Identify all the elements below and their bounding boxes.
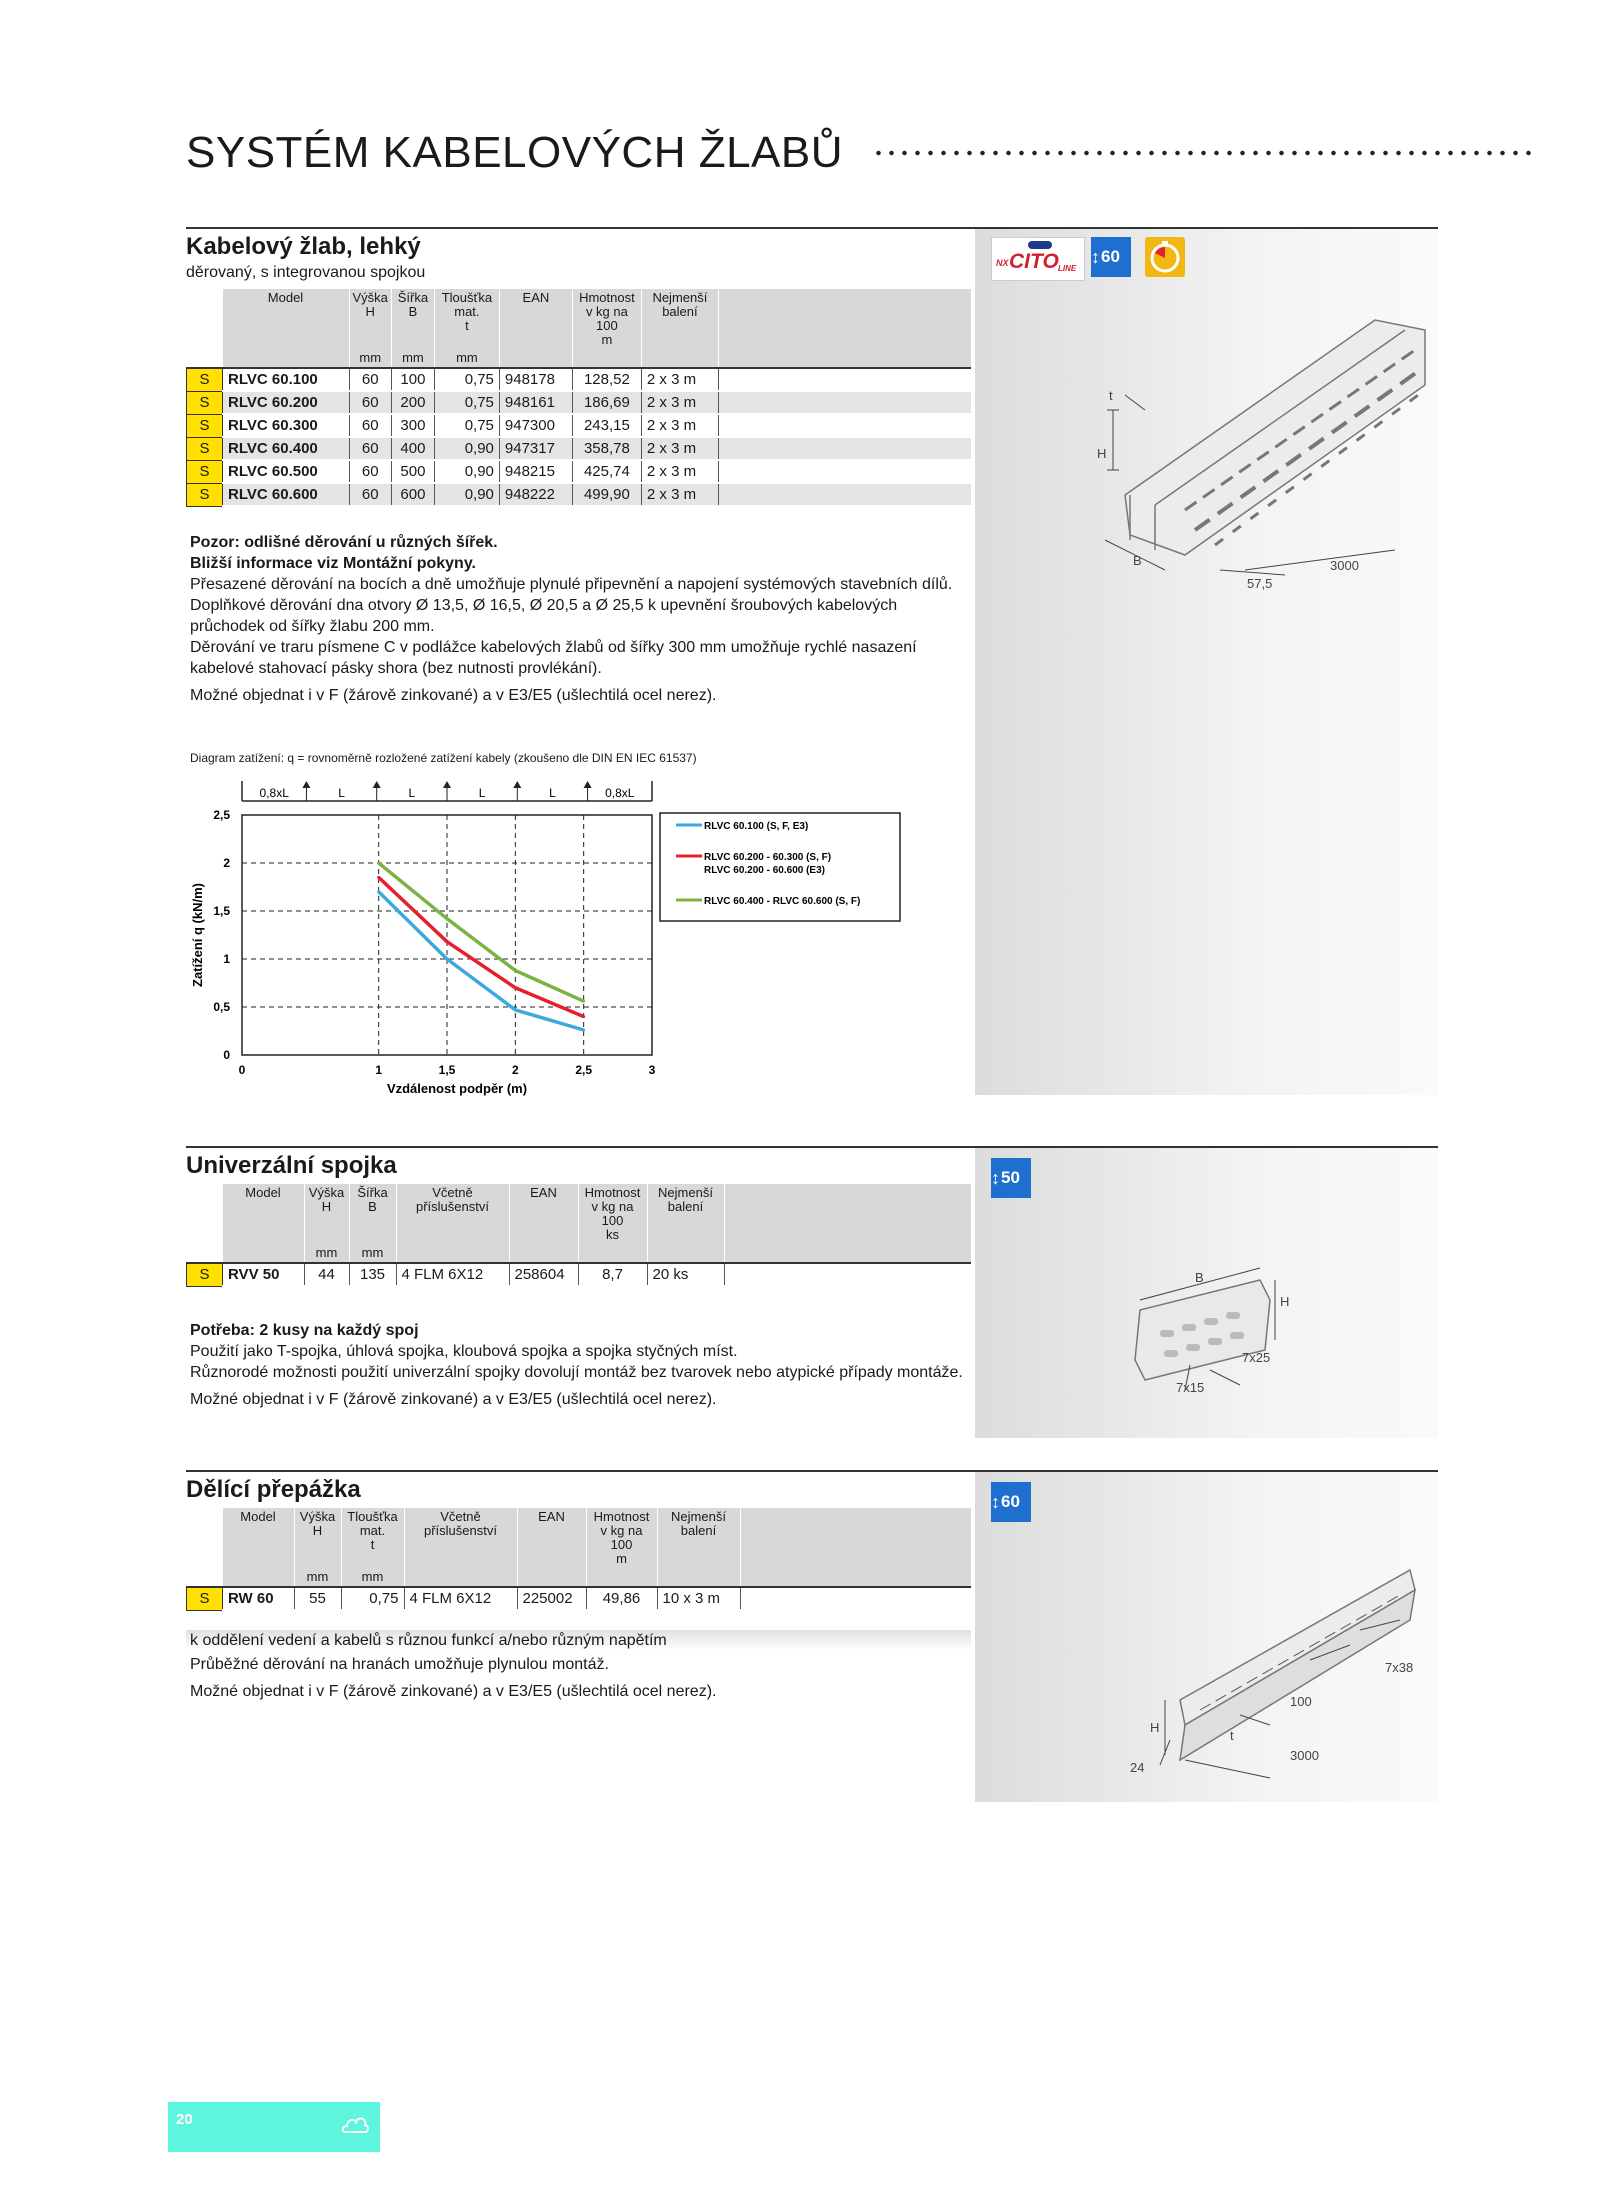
height-arrow-icon: ↕ bbox=[991, 1491, 1000, 1512]
legend-label: RLVC 60.200 - 60.600 (E3) bbox=[704, 865, 825, 876]
height-badge: ↕ 50 bbox=[991, 1158, 1031, 1198]
support-span-label: 0,8xL bbox=[259, 786, 289, 800]
svg-text:H: H bbox=[1150, 1720, 1160, 1735]
support-arrowhead bbox=[373, 781, 381, 788]
support-span-label: L bbox=[338, 786, 345, 800]
table-row: S RLVC 60.300 60 300 0,75 947300 243,15 2 x 3 m bbox=[187, 414, 972, 437]
svg-text:B: B bbox=[1195, 1270, 1204, 1285]
section-notes bbox=[190, 1630, 970, 1702]
col-packaging: Nejmenší balení bbox=[641, 289, 718, 349]
col-thickness: Tloušťka mat. t bbox=[434, 289, 499, 349]
col-width: Šířka B bbox=[391, 289, 434, 349]
table-row: S RLVC 60.500 60 500 0,90 948215 425,74 2 x 3 m bbox=[187, 460, 972, 483]
section-notes bbox=[190, 1320, 970, 1410]
y-tick-label: 0 bbox=[223, 1048, 230, 1062]
description-paragraph: Přesazené děrování na bocích a dně umožňuje plynulé připevnění a napojení systémových stavebních dílů. bbox=[190, 576, 953, 593]
support-span-label: L bbox=[549, 786, 556, 800]
support-span-label: 0,8xL bbox=[605, 786, 635, 800]
y-tick-label: 1,5 bbox=[213, 904, 230, 918]
universal-connector-drawing bbox=[1120, 1240, 1320, 1410]
support-arrowhead bbox=[443, 781, 451, 788]
load-chart bbox=[186, 773, 906, 1113]
page-number: 20 bbox=[176, 2111, 193, 2128]
x-tick-label: 2 bbox=[511, 1063, 519, 1077]
col-weight: Hmotnost v kg na 100 m bbox=[572, 289, 641, 349]
section-notes bbox=[190, 532, 970, 706]
height-arrow-icon: ↕ bbox=[991, 1167, 1000, 1188]
title-dot-leader bbox=[872, 150, 1537, 156]
requirement-note: Potřeba: 2 kusy na každý spoj bbox=[190, 1322, 419, 1339]
x-tick-label: 2,5 bbox=[575, 1063, 593, 1077]
support-arrowhead bbox=[584, 781, 592, 788]
x-tick-label: 3 bbox=[648, 1063, 656, 1077]
svg-text:t: t bbox=[1109, 388, 1113, 403]
description-paragraph: Různorodé možnosti použití univerzální spojky dovolují montáž bez tvarovek nebo atypické případy montáže. bbox=[190, 1364, 963, 1381]
svg-text:7x38: 7x38 bbox=[1385, 1660, 1414, 1675]
svg-text:3000: 3000 bbox=[1330, 558, 1359, 573]
svg-text:100: 100 bbox=[1290, 1694, 1312, 1709]
y-axis-label: Zatížení q (kN/m) bbox=[190, 882, 205, 988]
data-point bbox=[582, 1015, 585, 1018]
height-arrow-icon: ↕ bbox=[1091, 246, 1100, 267]
divider-plate-drawing bbox=[1110, 1560, 1430, 1800]
y-tick-label: 2 bbox=[223, 856, 230, 870]
description-paragraph: k oddělení vedení a kabelů s různou funkcí a/nebo různým napětím bbox=[190, 1632, 667, 1649]
description-paragraph: Použití jako T-spojka, úhlová spojka, kloubová spojka a spojka styčných míst. bbox=[190, 1343, 738, 1360]
table-row: S RVV 50 44 135 4 FLM 6X12 258604 8,7 20 ks bbox=[187, 1263, 972, 1286]
quick-install-icon bbox=[1145, 237, 1185, 277]
brand-cloud-icon bbox=[340, 2112, 370, 2140]
support-arrowhead bbox=[513, 781, 521, 788]
cito-line-logo: NX CITO LINE bbox=[991, 237, 1085, 281]
svg-text:H: H bbox=[1097, 446, 1107, 461]
table-row: S RLVC 60.100 60 100 0,75 948178 128,52 2 x 3 m bbox=[187, 368, 972, 391]
col-height: Výška H bbox=[349, 289, 391, 349]
order-note: Možné objednat i v F (žárově zinkované) a v E3/E5 (ušlechtilá ocel nerez). bbox=[190, 687, 717, 704]
data-point bbox=[582, 1000, 585, 1003]
table-row: S RLVC 60.600 60 600 0,90 948222 499,90 2 x 3 m bbox=[187, 483, 972, 506]
legend-label: RLVC 60.100 (S, F, E3) bbox=[704, 821, 809, 832]
support-span-label: L bbox=[478, 786, 486, 800]
data-point bbox=[377, 890, 380, 893]
x-tick-label: 0 bbox=[238, 1063, 246, 1077]
legend-label: RLVC 60.200 - 60.300 (S, F) bbox=[704, 852, 832, 863]
stopwatch-icon bbox=[1145, 237, 1185, 277]
product-table: Model Výška H Tloušťka mat. t Včetně příslušenství EAN Hmotnost v kg na 100 m Nejmenší balení mm mm S RW 60 55 0,75 4 FLM 6X12 225002 49,86 10 x 3 m bbox=[186, 1508, 971, 1611]
product-table: Model Výška H Šířka B Tloušťka mat. t EAN Hmotnost v kg na 100 m Nejmenší balení mm mm mm S RLVC 60.100 60 100 0,75 948178 128,52 2 x 3 m S RLVC 60.200 60 200 0,75 948161 186,69 2 x 3 m S RLVC 60.300 60 300 0,75 947300 243,15 2 x 3 m S RLVC 60.400 60 400 0,90 947317 358,78 2 x 3 m S RLVC 60.500 60 500 0,90 948215 425,74 2 x 3 m S RLVC 60.600 60 600 0,90 948222 499,90 2 x 3 m bbox=[186, 289, 971, 507]
order-note: Možné objednat i v F (žárově zinkované) a v E3/E5 (ušlechtilá ocel nerez). bbox=[190, 1391, 717, 1408]
svg-text:3000: 3000 bbox=[1290, 1748, 1319, 1763]
page-footer bbox=[168, 2102, 380, 2152]
description-paragraph: Děrování ve traru písmene C v podlážce kabelových žlabů od šířky 300 mm umožňuje rychlé nasazení kabelové stahovací pásky shora (bez nutnosti provlékání). bbox=[190, 639, 917, 677]
order-note: Možné objednat i v F (žárově zinkované) a v E3/E5 (ušlechtilá ocel nerez). bbox=[190, 1683, 717, 1700]
svg-text:57,5: 57,5 bbox=[1247, 576, 1273, 591]
data-point bbox=[514, 986, 517, 989]
col-ean: EAN bbox=[499, 289, 572, 349]
description-paragraph: Doplňkové děrování dna otvory Ø 13,5, Ø 16,5, Ø 20,5 a Ø 25,5 k upevnění šroubových kabelových průchodek od šířky žlabu 200 mm. bbox=[190, 597, 898, 635]
data-point bbox=[446, 940, 449, 943]
table-row: S RLVC 60.200 60 200 0,75 948161 186,69 2 x 3 m bbox=[187, 391, 972, 414]
data-point bbox=[377, 876, 380, 879]
support-arrowhead bbox=[302, 781, 310, 788]
section-title: Univerzální spojka bbox=[186, 1152, 397, 1179]
warning-note: Pozor: odlišné děrování u různých šířek. bbox=[190, 534, 498, 551]
y-tick-label: 2,5 bbox=[213, 808, 230, 822]
svg-text:H: H bbox=[1280, 1294, 1290, 1309]
svg-text:7x15: 7x15 bbox=[1176, 1380, 1205, 1395]
data-point bbox=[446, 958, 449, 961]
cable-tray-drawing bbox=[1085, 300, 1435, 600]
svg-text:t: t bbox=[1230, 1728, 1234, 1743]
y-tick-label: 1 bbox=[223, 952, 230, 966]
data-point bbox=[582, 1029, 585, 1032]
col-model: Model bbox=[223, 289, 350, 349]
page-title: SYSTÉM KABELOVÝCH ŽLABŮ bbox=[186, 128, 844, 177]
table-row: S RW 60 55 0,75 4 FLM 6X12 225002 49,86 10 x 3 m bbox=[187, 1587, 972, 1610]
section-subtitle: děrovaný, s integrovanou spojkou bbox=[186, 264, 426, 281]
svg-text:B: B bbox=[1133, 553, 1142, 568]
legend-label: RLVC 60.400 - RLVC 60.600 (S, F) bbox=[704, 896, 861, 907]
data-point bbox=[446, 917, 449, 920]
height-badge: ↕ 60 bbox=[1091, 237, 1131, 277]
product-table: Model Výška H Šířka B Včetně příslušenství EAN Hmotnost v kg na 100 ks Nejmenší balení mm mm S RVV 50 44 135 4 FLM 6X12 258604 8,7 20 ks bbox=[186, 1184, 971, 1287]
description-paragraph: Průběžné děrování na hranách umožňuje plynulou montáž. bbox=[190, 1656, 609, 1673]
table-row: S RLVC 60.400 60 400 0,90 947317 358,78 2 x 3 m bbox=[187, 437, 972, 460]
x-axis-label: Vzdálenost podpěr (m) bbox=[386, 1081, 528, 1096]
section-title: Kabelový žlab, lehký bbox=[186, 233, 421, 260]
svg-text:7x25: 7x25 bbox=[1242, 1350, 1271, 1365]
y-tick-label: 0,5 bbox=[213, 1000, 230, 1014]
info-note: Bližší informace viz Montážní pokyny. bbox=[190, 555, 476, 572]
x-tick-label: 1,5 bbox=[438, 1063, 456, 1077]
data-point bbox=[514, 969, 517, 972]
svg-text:24: 24 bbox=[1130, 1760, 1145, 1775]
support-span-label: L bbox=[408, 786, 416, 800]
height-badge: ↕ 60 bbox=[991, 1482, 1031, 1522]
chart-caption: Diagram zatížení: q = rovnoměrně rozložené zatížení kabely (zkoušeno dle DIN EN IEC 61537) bbox=[190, 751, 697, 765]
x-tick-label: 1 bbox=[375, 1063, 383, 1077]
brand-mark-icon bbox=[1028, 241, 1052, 249]
section-title: Dělící přepážka bbox=[186, 1476, 361, 1503]
data-point bbox=[377, 862, 380, 865]
data-point bbox=[514, 1008, 517, 1011]
